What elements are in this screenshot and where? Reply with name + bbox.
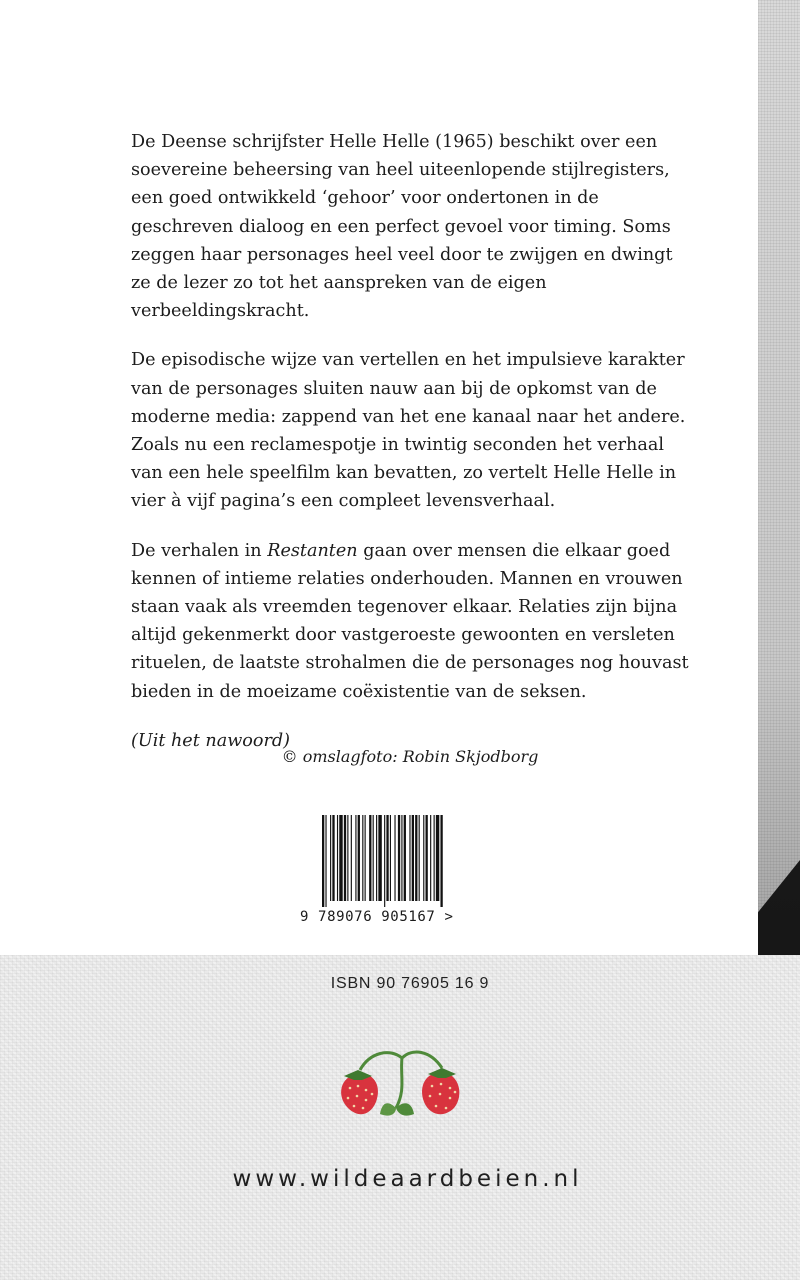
blurb-paragraph-3-end: gaan over mensen die elkaar goed kennen of intieme relaties onderhouden. Mannen en vrouwen staan vaak als vreemden tegenover elkaar. Relaties zijn bijna altijd gekenmerkt door vastgeroeste gewoonten en versleten rituelen, de laatste strohalmen die de personages nog houvast bieden in de moeizame coëxistentie van de seksen. — [131, 540, 689, 702]
blurb-paragraph-1: De Deense schrijfster Helle Helle (1965) beschikt over een soevereine beheersing van heel uiteenlopende stijlregisters, een goed ontwikkeld ‘gehoor’ voor ondertonen in de geschreven dialoog en een perfect gevoel voor timing. Soms zeggen haar personages heel veel door te zwijgen en dwingt ze de lezer zo tot het aanspreken van de eigen verbeeldingskracht. — [131, 132, 673, 322]
barcode-bar — [404, 815, 406, 901]
barcode-bar — [409, 815, 410, 901]
barcode-bar — [365, 815, 366, 901]
barcode-bar — [351, 815, 352, 901]
isbn: ISBN 90 76905 16 9 — [330, 975, 490, 992]
barcode-bar — [339, 815, 342, 901]
book-title: Restanten — [267, 540, 358, 561]
barcode-bar — [358, 815, 360, 901]
barcode-bar — [390, 815, 391, 901]
barcode-bar — [376, 815, 377, 901]
barcode-bar — [440, 815, 442, 907]
barcode-bar — [423, 815, 424, 901]
barcode-bar — [415, 815, 417, 901]
barcode-bar — [344, 815, 346, 901]
barcode-bar — [394, 815, 395, 901]
photo-credit: © omslagfoto: Robin Skjodborg — [281, 747, 539, 766]
barcode-bar — [378, 815, 381, 901]
blurb-paragraph-3 — [131, 537, 691, 706]
barcode-bars — [300, 815, 510, 907]
cover-photo-edge — [758, 0, 800, 955]
blurb-paragraph-3-start: De verhalen in — [131, 540, 268, 561]
blurb-text — [131, 128, 691, 776]
barcode — [300, 815, 510, 930]
barcode-bar — [332, 815, 334, 901]
blurb-paragraph-2: De episodische wijze van vertellen en het impulsieve karakter van de personages sluiten nauw aan bij de opkomst van de moderne media: zappend van het ene kanaal naar het andere. Zoals nu een reclamespotje in twintig seconden het verhaal van een hele speelfilm kan bevatten, zo vertelt Helle Helle in vier à vijf pagina’s een compleet levensverhaal. — [131, 350, 686, 512]
barcode-bar — [386, 815, 388, 901]
barcode-bar — [369, 815, 371, 901]
barcode-bar — [384, 815, 385, 907]
barcode-bar — [434, 815, 435, 901]
photo-dark-corner — [758, 860, 800, 955]
barcode-bar — [436, 815, 439, 901]
blurb-source: (Uit het nawoord) — [131, 730, 290, 751]
barcode-bar — [362, 815, 363, 901]
barcode-bar — [325, 815, 326, 907]
barcode-number: 9 789076 905167 > — [300, 909, 454, 925]
barcode-bar — [430, 815, 431, 901]
barcode-bar — [347, 815, 348, 901]
strawberries-icon — [330, 1040, 470, 1122]
barcode-bar — [426, 815, 428, 901]
barcode-bar — [398, 815, 400, 901]
publisher-website[interactable]: www.wildeaardbeien.nl — [232, 1166, 583, 1192]
barcode-bar — [330, 815, 331, 901]
barcode-bar — [337, 815, 338, 901]
barcode-bar — [322, 815, 324, 907]
barcode-bar — [419, 815, 420, 901]
barcode-bar — [401, 815, 402, 901]
barcode-bar — [355, 815, 356, 901]
barcode-bar — [412, 815, 414, 901]
barcode-bar — [373, 815, 374, 901]
